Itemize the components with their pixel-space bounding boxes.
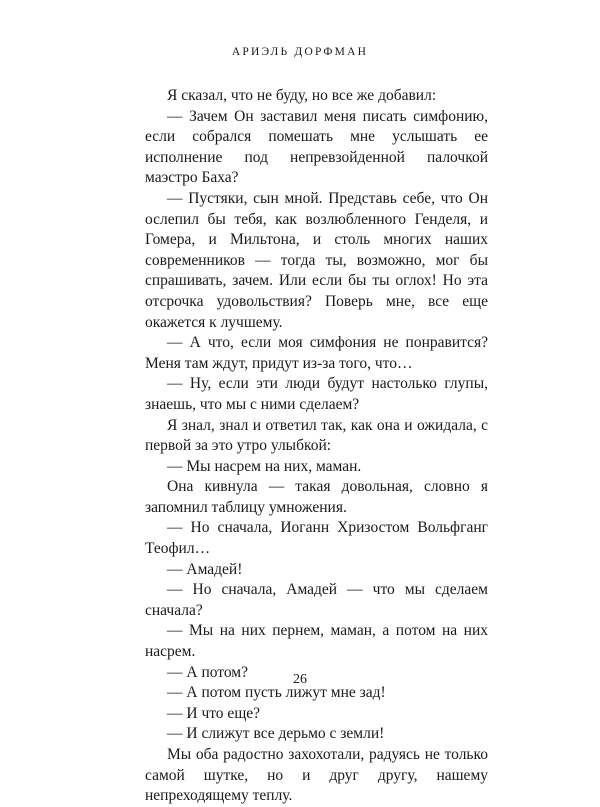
paragraph: — И что еще? [167,704,261,722]
paragraph: — Амадей! [167,560,243,578]
paragraph: — Мы насрем на них, маман. [167,457,362,475]
paragraph: — Ну, если эти люди будут настолько глупы, знаешь, что мы с ними сделаем? [145,375,488,413]
paragraph: — И слижут все дерьмо с земли! [167,725,385,743]
paragraph: — Пустяки, сын мной. Представь себе, что Он ослепил бы тебя, как возлюбленного Генделя, и Гомера, и Мильтона, и столь многих наших современников — тогда ты, возможно, мог бы спрашивать, зачем. Или если бы ты оглох! Но эта отсрочка удовольствия? Поверь мне, все еще окажется к лучшему. [145,189,488,331]
running-header: АРИЭЛЬ ДОРФМАН [231,46,369,58]
paragraph: Она кивнула — такая довольная, словно я запомнил таблицу умножения. [145,478,488,516]
paragraph: — Мы на них пернем, маман, а потом на них насрем. [145,622,488,661]
paragraph: Я знал, знал и ответил так, как она и ожидала, с первой за это утро улыбкой: [145,416,488,455]
body-text [145,86,488,807]
paragraph: Мы оба радостно захохотали, радуясь не только самой шутке, но и друг другу, нашему непреходящему теплу. [145,746,488,805]
paragraph: — А что, если моя симфония не понравится? Меня там ждут, придут из-за того, что… [145,334,488,372]
paragraph: — Зачем Он заставил меня писать симфонию, если собрался помешать мне услышать ее исполнение под непревзойденной палочкой маэстро Баха? [145,107,488,187]
paragraph: — Но сначала, Амадей — что мы сделаем сначала? [145,581,488,619]
paragraph: — А потом? [167,663,248,681]
paragraph: — Но сначала, Иоганн Хризостом Вольфганг Теофил… [145,519,488,558]
page-number: 26 [293,672,307,687]
paragraph: Я сказал, что не буду, но все же добавил: [167,87,437,104]
paragraph: — А потом пусть лижут мне зад! [167,684,386,702]
